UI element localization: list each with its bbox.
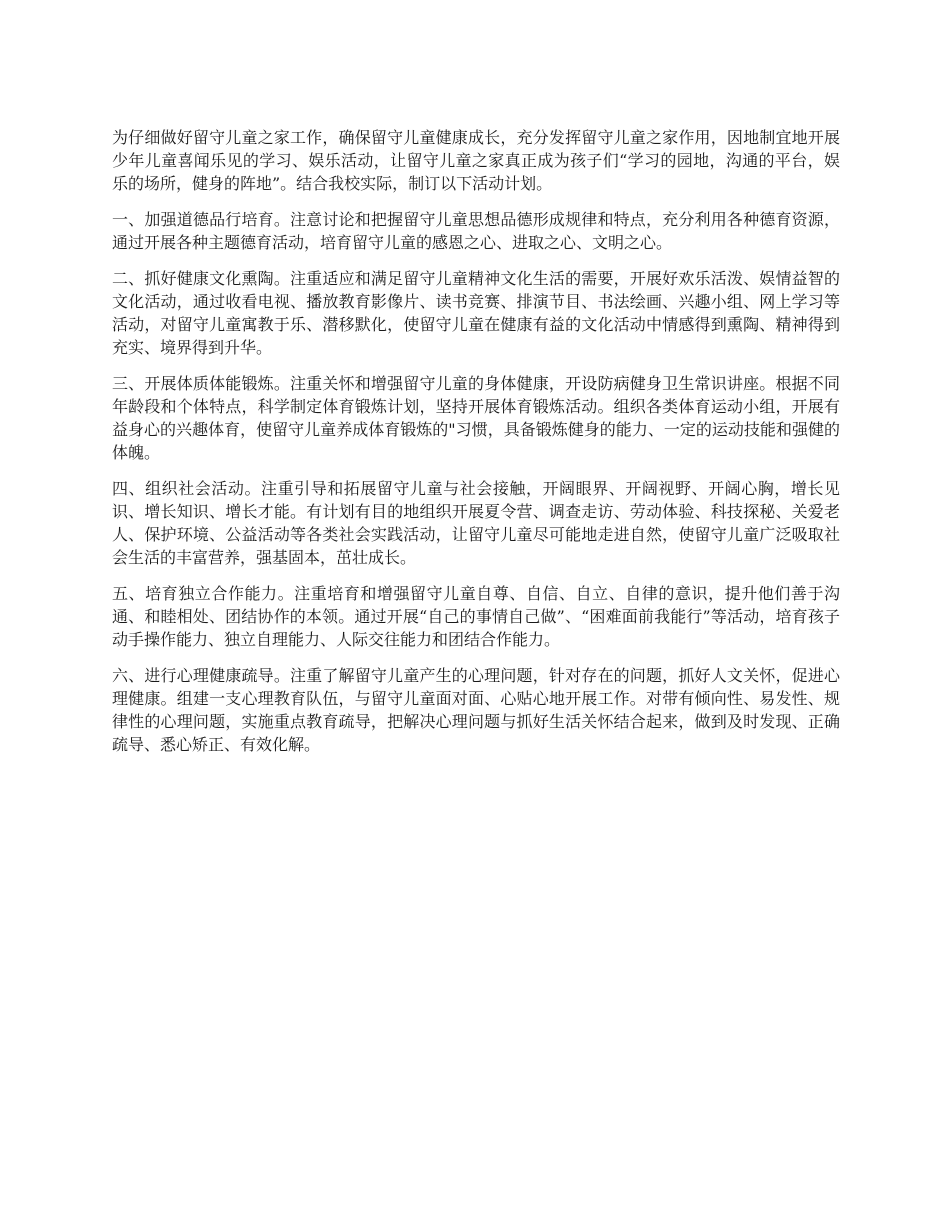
paragraph-mental-health: 六、进行心理健康疏导。注重了解留守儿童产生的心理问题，针对存在的问题，抓好人文关怀，促进心理健康。组建一支心理教育队伍，与留守儿童面对面、心贴心地开展工作。对带有倾向性、易发性、规律性的心理问题，实施重点教育疏导，把解决心理问题与抓好生活关怀结合起来，做到及时发现、正确疏导、悉心矫正、有效化解。 [112,666,840,754]
paragraph-physical-training: 三、开展体质体能锻炼。注重关怀和增强留守儿童的身体健康，开设防病健身卫生常识讲座。根据不同年龄段和个体特点，科学制定体育锻炼计划，坚持开展体育锻炼活动。组织各类体育运动小组，开展有益身心的兴趣体育，使留守儿童养成体育锻炼的"习惯，具备锻炼健身的能力、一定的运动技能和强健的体魄。 [112,374,840,462]
paragraph-moral-education: 一、加强道德品行培育。注意讨论和把握留守儿童思想品德形成规律和特点，充分利用各种德育资源，通过开展各种主题德育活动，培育留守儿童的感恩之心、进取之心、文明之心。 [112,210,840,252]
paragraph-independence-cooperation: 五、培育独立合作能力。注重培育和增强留守儿童自尊、自信、自立、自律的意识，提升他们善于沟通、和睦相处、团结协作的本领。通过开展“自己的事情自己做”、“困难面前我能行”等活动，培育孩子动手操作能力、独立自理能力、人际交往能力和团结合作能力。 [112,584,840,649]
paragraph-social-activities: 四、组织社会活动。注重引导和拓展留守儿童与社会接触，开阔眼界、开阔视野、开阔心胸，增长见识、增长知识、增长才能。有计划有目的地组织开展夏令营、调查走访、劳动体验、科技探秘、关爱老人、保护环境、公益活动等各类社会实践活动，让留守儿童尽可能地走进自然，使留守儿童广泛吸取社会生活的丰富营养，强基固本，茁壮成长。 [112,479,840,567]
intro-paragraph: 为仔细做好留守儿童之家工作，确保留守儿童健康成长，充分发挥留守儿童之家作用，因地制宜地开展少年儿童喜闻乐见的学习、娱乐活动，让留守儿童之家真正成为孩子们“学习的园地，沟通的平台，娱乐的场所，健身的阵地”。结合我校实际，制订以下活动计划。 [112,128,840,193]
paragraph-cultural-activities: 二、抓好健康文化熏陶。注重适应和满足留守儿童精神文化生活的需要，开展好欢乐活泼、娱情益智的文化活动，通过收看电视、播放教育影像片、读书竞赛、排演节目、书法绘画、兴趣小组、网上学习等活动，对留守儿童寓教于乐、潜移默化，使留守儿童在健康有益的文化活动中情感得到熏陶、精神得到充实、境界得到升华。 [112,269,840,357]
document-body [112,126,840,769]
